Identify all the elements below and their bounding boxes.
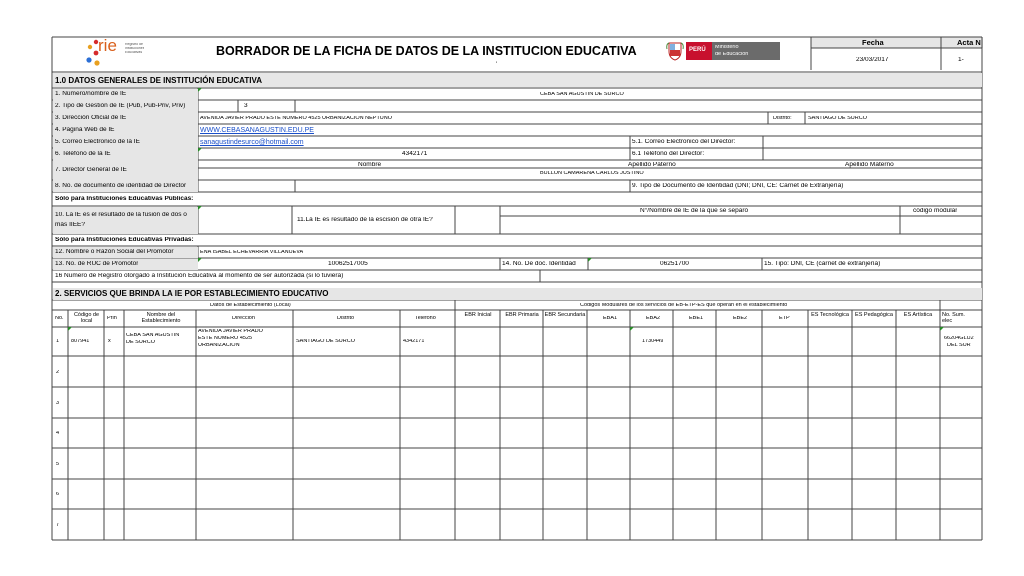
r6-value[interactable]: 4342171: [402, 151, 428, 157]
acta-value: 1-: [958, 57, 964, 63]
logo-tag2: Instituciones: [125, 47, 145, 50]
privadas-title: Sólo para Instituciones Educativas Privadas:: [55, 237, 194, 243]
r2-value[interactable]: 3: [244, 103, 248, 109]
distrito-label: Distrito:: [773, 116, 792, 121]
r14-value[interactable]: 06251700: [660, 261, 689, 267]
r14-label: 14. No. De doc. Identidad: [502, 261, 576, 267]
row1-codigo[interactable]: 807941: [71, 339, 90, 344]
col-header-nombre-text: Nombre del Establecimiento: [141, 312, 181, 324]
r12-label: 12. Nombre o Razón Social del Promotor: [55, 249, 174, 255]
section1-title: 1.0 DATOS GENERALES DE INSTITUCIÓN EDUCATIVA: [55, 76, 262, 85]
col-header-ebr-inicial-text: EBR Inicial: [464, 312, 492, 318]
col-header-no: No.: [55, 316, 64, 321]
col-header-ebe2: EBE2: [733, 316, 748, 321]
r3-value[interactable]: AVENIDA JAVIER PRADO ESTE NUMERO 4525 URBANIZACION NEPTUNO: [200, 116, 393, 121]
col-header-ebr-secundaria: [544, 312, 586, 318]
r8-label: 8. No. de documento de identidad de Director: [55, 183, 187, 189]
nombre-label: Nombre: [358, 162, 382, 168]
r7-value[interactable]: BULLON CAMARENA CARLOS JUSTINO: [540, 171, 644, 176]
r10-label-line1: 10. La IE es el resultado de la fusión de dos o: [55, 212, 187, 218]
col-header-es-tecnologica-text: ES Tecnológica: [811, 312, 849, 318]
r2-label: 2. Tipo de Gestión de IE (Pub, Pub-Priv, Priv): [55, 103, 186, 109]
row1-sum1[interactable]: 66204GLU2: [944, 336, 974, 341]
col-header-es-pedagogica-text: ES Pedagógica: [855, 312, 893, 318]
col-header-es-tecnologica: [809, 312, 851, 318]
ministry-line2: de Educación: [715, 52, 749, 57]
r5-label: 5. Correo Electronico de la IE: [55, 139, 140, 145]
r1-value[interactable]: CEBA SAN AGUSTIN DE SURCO: [540, 92, 624, 97]
r13-label: 13. No. de RUC de Promotor: [55, 261, 139, 267]
row1-prin[interactable]: x: [108, 339, 111, 344]
row1-nombre2[interactable]: DE SURCO: [126, 340, 156, 345]
r9-label: 9. Tipo de Documento de Identidad (DNI; DNI, CE: Carnet de Extranjería): [632, 183, 844, 189]
col-header-prin: Prin: [107, 316, 117, 321]
r61-label: 6.1 Teléfono del Director:: [632, 151, 705, 157]
logo-tag1: Registro de: [125, 43, 143, 46]
r13-value[interactable]: 10062517005: [328, 261, 368, 267]
r6-label: 6. Teléfono de la IE: [55, 151, 111, 157]
col-header-direccion: Dirección: [232, 316, 255, 321]
r15-label: 15. Tipo: DNI, CE (carnet de extranjería): [764, 261, 881, 267]
peru-label: PERÚ: [689, 47, 706, 53]
logo-tag3: Educativas: [125, 51, 143, 54]
group-codigos-label: Códigos Modulares de los servicios de EB-ETP-ES que operan en el establecimiento: [580, 303, 788, 308]
row1-distrito[interactable]: SANTIAGO DE SURCO: [296, 339, 355, 344]
section2-title: 2. SERVICIOS QUE BRINDA LA IE POR ESTABLECIMIENTO EDUCATIVO: [55, 289, 329, 298]
col-header-es-artistica: [897, 312, 939, 318]
r10-label-line2: más IIEE?: [55, 222, 85, 228]
group-local-label: Datos de Establecimiento (Local): [210, 303, 291, 308]
col-header-codigo: [70, 312, 103, 324]
r4-label: 4. Pagina Web de IE: [55, 127, 115, 133]
acta-label: Acta N: [957, 38, 981, 47]
r12-value[interactable]: ENA ISABEL ECHEVARRIA VILLANUEVA: [200, 250, 304, 255]
publicas-title: Sólo para Instituciones Educativas Públicas:: [55, 196, 194, 202]
row1-sum2[interactable]: DEL SUR: [947, 343, 971, 348]
col-header-nombre: [128, 312, 194, 324]
col-header-sum-elec: [942, 312, 972, 324]
col-header-ebr-inicial: [457, 312, 499, 318]
codmod-label: código modular: [913, 208, 958, 214]
r1-label: 1. Número/nombre de IE: [55, 91, 127, 97]
row-number: 5: [56, 462, 60, 467]
row1-dir1[interactable]: AVENIDA JAVIER PRADO: [198, 329, 263, 334]
row-number: 6: [56, 492, 60, 497]
materno-label: Apellido Materno: [845, 162, 894, 168]
row1-no: 1: [56, 339, 60, 344]
distrito-value[interactable]: SANTIAGO DE SURCO: [808, 116, 867, 121]
r51-label: 5.1. Correo Electronico del Director:: [632, 139, 736, 145]
col-header-etp: ETP: [779, 316, 790, 321]
website-link[interactable]: WWW.CEBASANAGUSTIN.EDU.PE: [200, 127, 314, 134]
col-header-ebr-secundaria-text: EBR Secundaria: [544, 312, 586, 318]
logo-text: rie: [98, 36, 117, 55]
col-header-eba2: EBA2: [646, 316, 661, 321]
col-header-es-pedagogica: [853, 312, 895, 318]
email-link[interactable]: sanagustindesurco@hotmail.com: [200, 139, 304, 146]
col-header-ebe1: EBE1: [689, 316, 704, 321]
fecha-label: Fecha: [862, 38, 884, 47]
ministry-line1: Ministerio: [715, 45, 739, 50]
r3-label: 3. Dirección Oficial de IE: [55, 115, 127, 121]
row1-nombre1[interactable]: CEBA SAN AGUSTIN: [126, 333, 180, 338]
row-number: 7: [56, 523, 60, 528]
paterno-label: Apellido Paterno: [628, 162, 676, 168]
col-header-sum-elec-text: No. Sum. elec: [942, 312, 965, 324]
col-header-ebr-primaria: [502, 312, 542, 318]
col-header-es-artistica-text: ES Artística: [903, 312, 933, 318]
row-number: 3: [56, 401, 60, 406]
page-title: BORRADOR DE LA FICHA DE DATOS DE LA INSTITUCION EDUCATIVA: [216, 44, 637, 58]
separo-label: N°/Nombre de IE de la que se separó: [640, 208, 749, 214]
r16-label: 16 Numero de Registro otorgado a Institución Educativa al momento de ser autorizada (si lo tuviera): [55, 273, 344, 279]
fecha-value: 23/03/2017: [856, 57, 889, 63]
r7-label: 7. Director General de IE: [55, 167, 127, 173]
row1-dir2[interactable]: ESTE NUMERO 4525: [198, 336, 253, 341]
row-number: 2: [56, 370, 60, 375]
col-header-eba1: EBA1: [603, 316, 618, 321]
col-header-distrito: Distrito: [337, 316, 355, 321]
row1-eba2[interactable]: 1730449: [642, 339, 664, 344]
title-mark: ': [496, 62, 498, 68]
col-header-codigo-text: Código de local: [73, 312, 100, 324]
row1-dir3[interactable]: URBANIZACION: [198, 343, 240, 348]
row-number: 4: [56, 431, 60, 436]
col-header-telefono: Teléfono: [415, 316, 436, 321]
col-header-ebr-primaria-text: EBR Primaria: [505, 312, 539, 318]
r11-label: 11.La IE es resultado de la escisión de otra IE?: [297, 217, 433, 223]
row1-telefono[interactable]: 4342171: [403, 339, 425, 344]
